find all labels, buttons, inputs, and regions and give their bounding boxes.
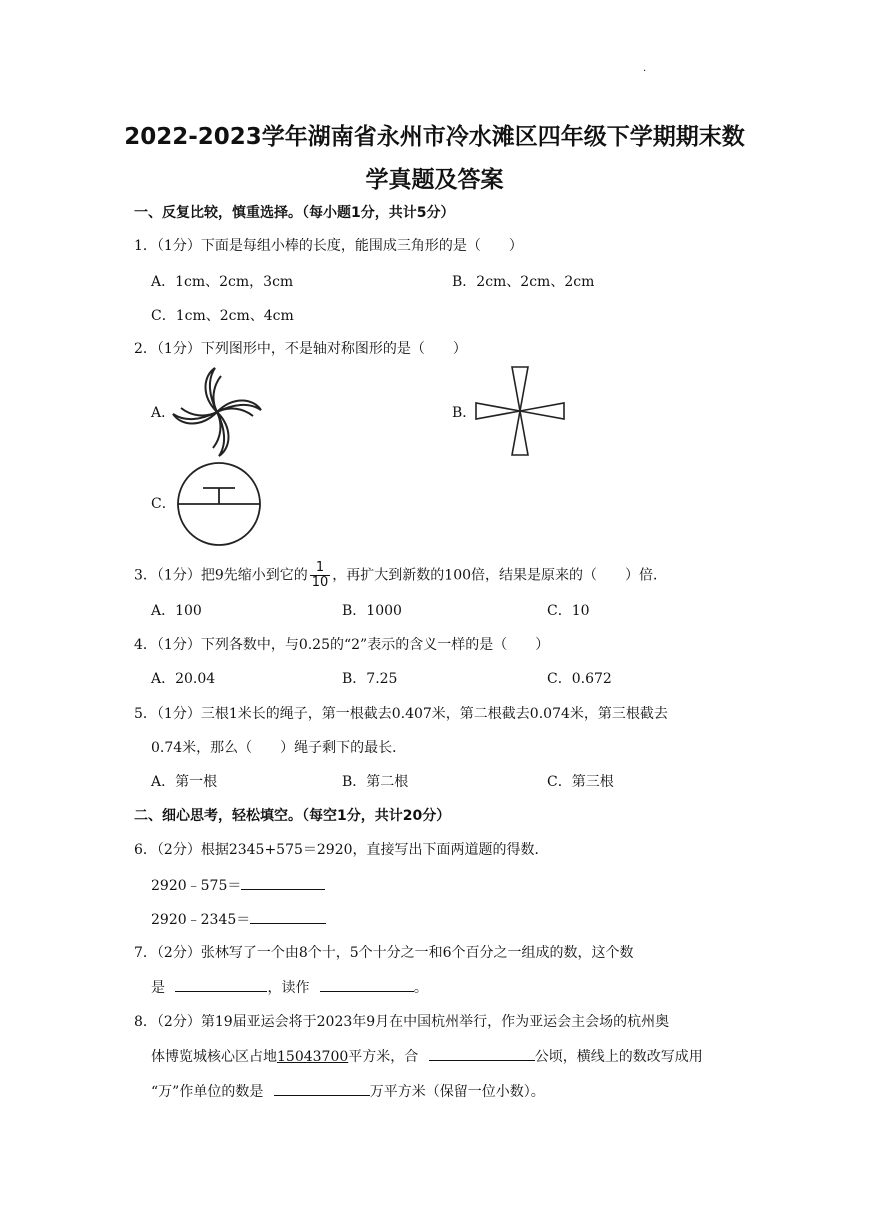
- question-3-stem-prefix: 3．（1分）把9先缩小到它的: [134, 567, 308, 584]
- question-2-option-c-label: C．: [151, 496, 176, 512]
- question-3-option-a: A．100: [151, 603, 202, 619]
- question-5-option-b: B．第二根: [342, 774, 409, 790]
- question-4-option-a: A．20.04: [151, 671, 216, 687]
- question-7-stem-line-1: 7．（2分）张林写了一个由8个十，5个十分之一和6个百分之一组成的数，这个数: [134, 945, 634, 961]
- question-3-stem-suffix: ，再扩大到新数的100倍，结果是原来的（ ）倍．: [332, 567, 668, 584]
- question-1-option-b: B．2cm、2cm、2cm: [452, 274, 595, 290]
- question-3-stem: [134, 561, 667, 590]
- question-6-stem: 6．（2分）根据2345+575＝2920，直接写出下面两道题的得数．: [134, 842, 549, 858]
- circle-diameter-figure: [172, 462, 266, 546]
- question-4-option-b: B．7.25: [342, 671, 398, 687]
- page-title-line-1: 2022-2023学年湖南省永州市冷水滩区四年级下学期期末数: [124, 124, 745, 150]
- question-3-option-c: C．10: [547, 603, 590, 619]
- q8-text-a: 体博览城核心区占地: [151, 1049, 277, 1065]
- question-8-stem-line-3: [151, 1081, 545, 1102]
- q7-text-a: 是: [151, 980, 165, 996]
- question-1-option-c: C．1cm、2cm、4cm: [151, 308, 294, 324]
- question-4-option-c: C．0.672: [547, 671, 612, 687]
- expression-1-text: 2920﹣575＝: [151, 878, 242, 894]
- question-2-option-a-label: A．: [151, 405, 176, 421]
- q8-text-d: “万”作单位的数是: [151, 1084, 264, 1100]
- question-6-expression-1: [151, 875, 325, 896]
- question-7-stem-line-2: [151, 977, 428, 998]
- question-3-option-b: B．1000: [342, 603, 402, 619]
- question-1-option-a: A．1cm、2cm，3cm: [151, 274, 294, 290]
- answer-blank-number[interactable]: [175, 977, 267, 992]
- q8-text-c: 公顷，横线上的数改写成用: [534, 1049, 703, 1065]
- q8-text-b: 平方米，合: [348, 1049, 419, 1065]
- answer-blank-wan[interactable]: [274, 1081, 370, 1096]
- q8-text-e: 万平方米（保留一位小数）。: [369, 1084, 545, 1100]
- fraction-one-tenth: [310, 561, 331, 590]
- question-4-stem: 4．（1分）下列各数中，与0.25的“2”表示的含义一样的是（ ）: [134, 637, 550, 653]
- area-number: 15043700: [277, 1049, 349, 1065]
- answer-blank-hectares[interactable]: [429, 1046, 535, 1061]
- header-dot: ·: [643, 66, 647, 77]
- question-5-option-c: C．第三根: [547, 774, 614, 790]
- q7-text-b: ，读作: [267, 980, 310, 996]
- fraction-numerator: 1: [310, 561, 331, 576]
- question-6-expression-2: [151, 909, 326, 930]
- question-5-stem-line-2: 0.74米，那么（ ）绳子剩下的最长．: [151, 740, 407, 756]
- answer-blank-2[interactable]: [250, 909, 326, 924]
- question-2-option-b-label: B．: [452, 405, 477, 421]
- page-title-line-2: 学真题及答案: [365, 167, 504, 193]
- question-8-stem-line-2: [151, 1046, 703, 1067]
- question-1-stem: 1．（1分）下面是每组小棒的长度，能围成三角形的是（ ）: [134, 238, 523, 254]
- pinwheel-crescent-figure: [171, 366, 263, 458]
- fraction-denominator: 10: [311, 575, 329, 590]
- answer-blank-reading[interactable]: [320, 977, 414, 992]
- section-1-heading: 一、反复比较，慎重选择。（每小题1分，共计5分）: [134, 205, 455, 221]
- question-5-option-a: A．第一根: [151, 774, 218, 790]
- question-2-stem: 2．（1分）下列图形中，不是轴对称图形的是（ ）: [134, 341, 467, 357]
- question-8-stem-line-1: 8．（2分）第19届亚运会将于2023年9月在中国杭州举行，作为亚运会主会场的杭州奥: [134, 1014, 670, 1030]
- q7-text-c: 。: [413, 980, 428, 996]
- section-2-heading: 二、细心思考，轻松填空。（每空1分，共计20分）: [134, 808, 451, 824]
- expression-2-text: 2920﹣2345＝: [151, 912, 251, 928]
- triangle-cross-figure: [474, 365, 566, 457]
- question-5-stem-line-1: 5．（1分）三根1米长的绳子，第一根截去0.407米，第二根截去0.074米，第三根截去: [134, 706, 668, 722]
- answer-blank-1[interactable]: [241, 875, 325, 890]
